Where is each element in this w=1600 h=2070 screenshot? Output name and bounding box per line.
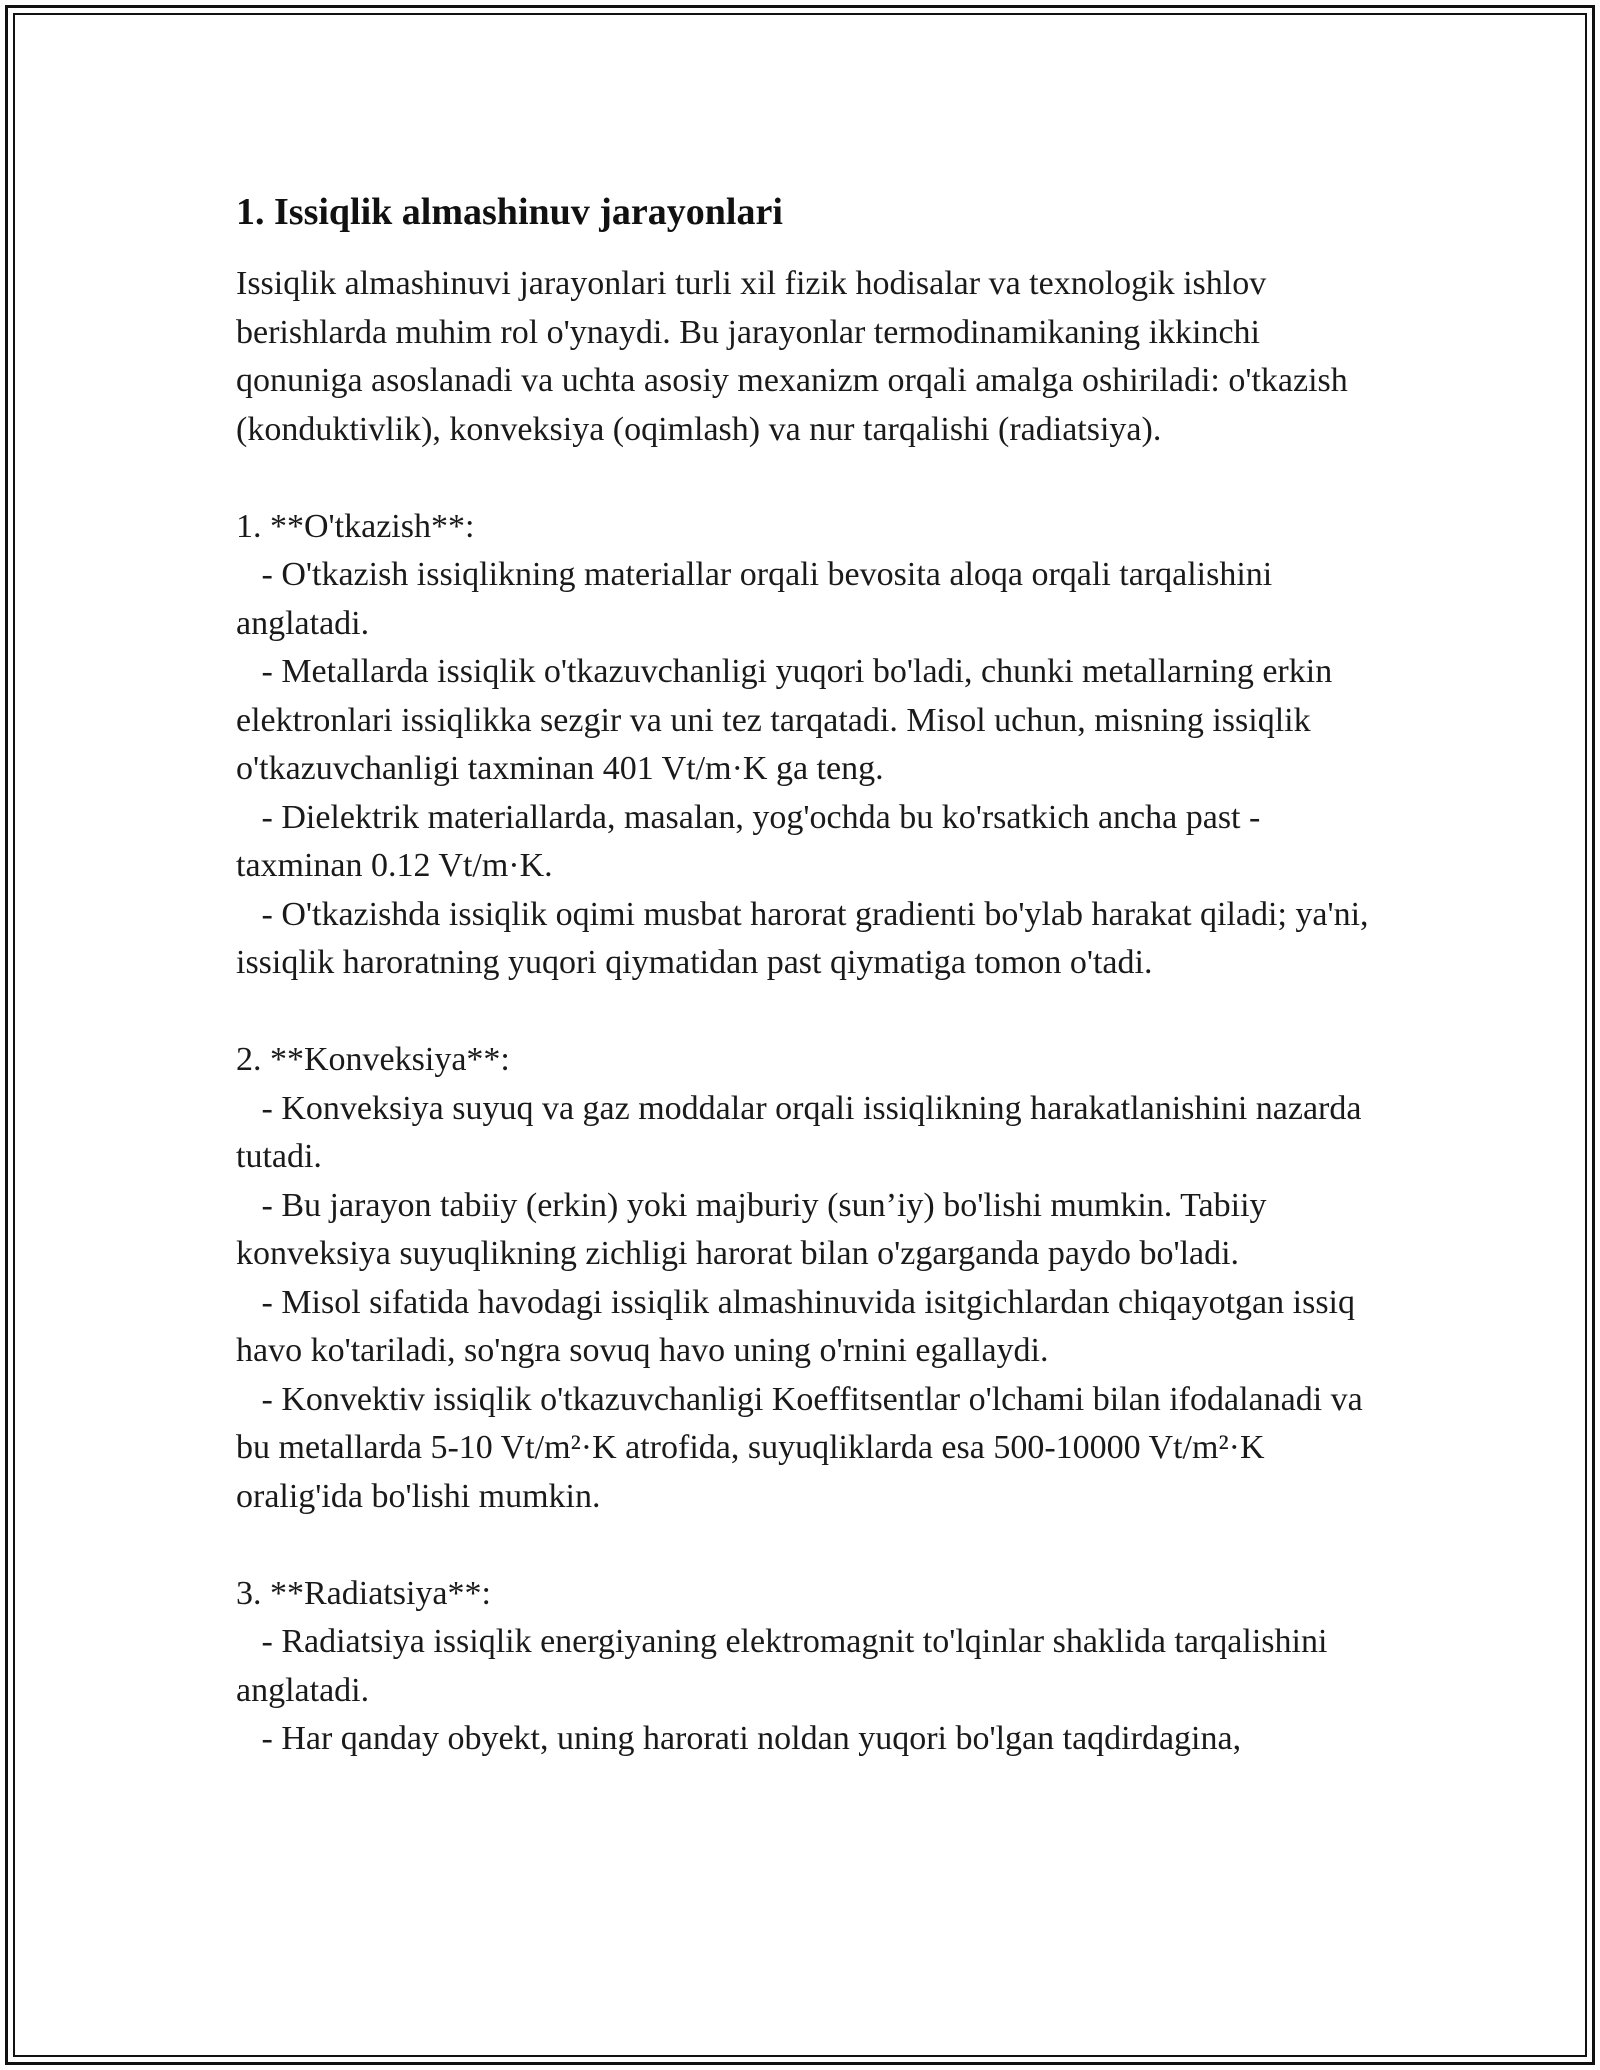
section-heading: 1. Issiqlik almashinuv jarayonlari xyxy=(236,191,783,233)
document-page xyxy=(236,186,1376,1764)
section-body-text: Issiqlik almashinuvi jarayonlari turli xil fizik hodisalar va texnologik ishlov berishlarda muhim rol o'ynaydi. Bu jarayonlar termodinamikaning ikkinchi qonuniga asoslanadi va uchta asosiy mexanizm orqali amalga oshiriladi: o'tkazish (konduktivlik), konveksiya (oqimlash) va nur tarqalishi (radiatsiya). 1. **O'tkazish**: - O'tkazish issiqlikning materiallar orqali bevosita aloqa orqali tarqalishini anglatadi. - Metallarda issiqlik o'tkazuvchanligi yuqori bo'ladi, chunki metallarning erkin elektronlari issiqlikka sezgir va uni tez tarqatadi. Misol uchun, misning issiqlik o'tkazuvchanligi taxminan 401 Vt/m·K ga teng. - Dielektrik materiallarda, masalan, yog'ochda bu ko'rsatkich ancha past - taxminan 0.12 Vt/m·K. - O'tkazishda issiqlik oqimi musbat harorat gradienti bo'ylab harakat qiladi; ya'ni, issiqlik haroratning yuqori qiymatidan past qiymatiga tomon o'tadi. 2. **Konveksiya**: - Konveksiya suyuq va gaz moddalar orqali issiqlikning harakatlanishini nazarda tutadi. - Bu jarayon tabiiy (erkin) yoki majburiy (sun’iy) bo'lishi mumkin. Tabiiy konveksiya suyuqlikning zichligi harorat bilan o'zgarganda paydo bo'ladi. - Misol sifatida havodagi issiqlik almashinuvida isitgichlardan chiqayotgan issiq havo ko'tariladi, so'ngra sovuq havo uning o'rnini egallaydi. - Konvektiv issiqlik o'tkazuvchanligi Koeffitsentlar o'lchami bilan ifodalanadi va bu metallarda 5-10 Vt/m²·K atrofida, suyuqliklarda esa 500-10000 Vt/m²·K oralig'ida bo'lishi mumkin. 3. **Radiatsiya**: - Radiatsiya issiqlik energiyaning elektromagnit to'lqinlar shaklida tarqalishini anglatadi. - Har qanday obyekt, uning harorati noldan yuqori bo'lgan taqdirdagina, xyxy=(236,265,1369,1757)
